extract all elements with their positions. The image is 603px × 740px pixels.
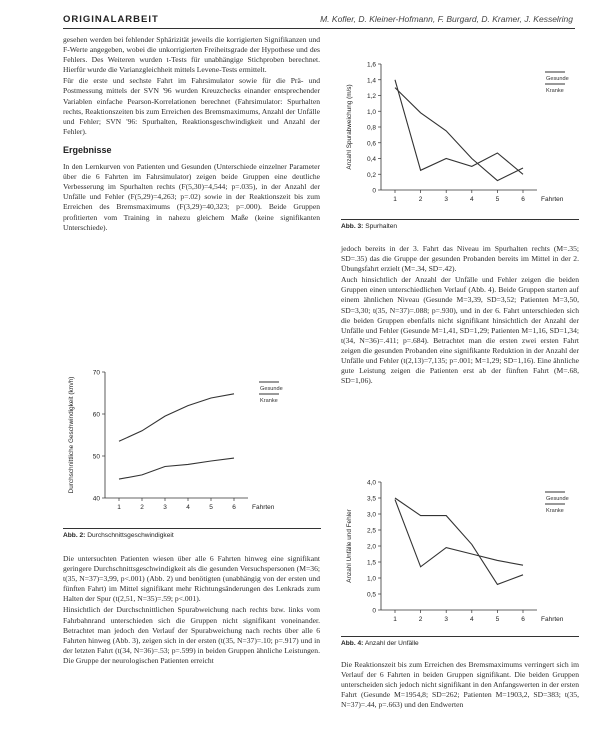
figure-3-chart [341, 52, 581, 214]
legend-label: Gesunde [546, 496, 569, 502]
y-tick-label: 40 [92, 495, 100, 503]
y-tick-label: 0 [372, 187, 376, 195]
results-heading: Ergebnisse [63, 144, 112, 155]
paragraph: Auch hinsichtlich der Anzahl der Unfälle und Fehler zeigen die beiden Gruppen einen unterschiedlichen Verlauf (Abb. 4). Beide Gruppen starten auf einem ähnlichen Niveau (Gesunde M=3,39, SD=3,52; Patienten M=3,50, SD=3,30; t(35, N=37)=.088; p=.930), und in der 6. Fahrt unterschieden sich die beiden Gruppen ebenfalls nicht signifikant hinsichtlich der Anzahl der Unfälle und Fehler (Gesunde M=1,41, SD=1,29; Patienten M=1,16, SD=1,34; t(34, N=36)=.411; p=.684). Betrachtet man die ersten zwei ersten Fahrt zeigen die gesunden Probanden eine signifikante Reduktion in der Anzahl der Unfälle und Fehler (t(2,13)=7,135; p=.001; M=1,29; SD=1,16). Eine ähnliche gute Leistung zeigen die Patienten erst ab der fünften Fahrt (M=.68, SD=1,06). [341, 275, 579, 386]
x-tick-label: 5 [495, 196, 500, 203]
caption-label: Abb. 4: [341, 640, 364, 647]
caption-label: Abb. 2: [63, 532, 86, 539]
y-tick-label: 3,5 [366, 495, 376, 503]
figure-3-caption [341, 223, 397, 230]
y-tick-label: 0,5 [366, 591, 376, 599]
y-axis-label: Anzahl Spurabweichung (m/s) [346, 84, 353, 170]
series-line-kranke [395, 498, 523, 584]
x-axis-label: Fahrten [541, 616, 564, 623]
paragraph: Für die erste und sechste Fahrt im Fahrsimulator sowie für die Prä- und Postmessung mittels der SVN '96 wurden Kreuzchecks einander entsprechender Variablen einfache Pearson-Korrelationen berechnet (Fahrsimulator: Spurhalten rechts, Reaktionszeiten bis zum Erreichen des Bremsmaximums, Anzahl der Unfälle und Fehler; SVN '96: Spurhalten, Reaktionsgeschwindigkeit und Anzahl der Fehler). [63, 76, 320, 136]
figure-2-chart [63, 362, 321, 524]
series-line-gesunde [395, 500, 523, 567]
paragraph: Die untersuchten Patienten wiesen über alle 6 Fahrten hinweg eine signifikant geringere Durchschnittsgeschwindigkeit als die gesunden Versuchspersonen (M=36; t(35, N=37)=3,99, p<.001) (Abb. 2) und benötigten (unabhängig von der ersten und fünften Fahrt) im Mittel signifikant mehr Richtungsänderungen des Lenkrads zum Halten der Spur (t(2,51, N=35)=.59; p<.001). [63, 554, 320, 604]
y-tick-label: 2,0 [366, 543, 376, 551]
y-axis-label: Anzahl Unfälle und Fehler [346, 509, 353, 583]
x-axis-label: Fahrten [252, 504, 275, 511]
y-tick-label: 1,0 [366, 575, 376, 583]
y-tick-label: 60 [92, 411, 100, 419]
x-tick-label: 1 [393, 616, 397, 623]
x-tick-label: 3 [444, 196, 449, 203]
legend-label: Kranke [546, 88, 564, 94]
caption-text: Durchschnittsgeschwindigkeit [87, 532, 174, 539]
y-tick-label: 0,8 [366, 124, 376, 132]
x-tick-label: 5 [209, 504, 213, 511]
caption-text: Spurhalten [365, 223, 398, 230]
x-tick-label: 4 [186, 504, 190, 511]
left-column-top [63, 35, 320, 234]
x-tick-label: 3 [444, 616, 449, 623]
figure-4-caption [341, 640, 419, 647]
legend-label: Kranke [260, 398, 278, 404]
paragraph: Die Reaktionszeit bis zum Erreichen des Bremsmaximums verringert sich im Verlauf der 6 Fahrten in beiden Gruppen signifikant. Die beiden Gruppen unterscheiden sich jedoch nicht signifikant in den Anfangswerten in der ersten Fahrt (Gesunde M=1954,8; SD=262; Patienten M=1903,2, SD=383; t(35, N=37)=.44, p=.663) und den Endwerten [341, 660, 579, 710]
y-tick-label: 1,6 [366, 61, 376, 69]
caption-label: Abb. 3: [341, 223, 364, 230]
journal-section-label: ORIGINALARBEIT [63, 14, 159, 25]
legend-label: Gesunde [260, 386, 283, 392]
paragraph: jedoch bereits in der 3. Fahrt das Niveau im Spurhalten rechts (M=.35; SD=.35) das die Gruppe der gesunden Probanden bereits im Mittel in der 2. Übungsfahrt erzielt (M=.34, SD=.42). [341, 244, 579, 274]
x-tick-label: 2 [140, 504, 144, 511]
figure-2-caption [63, 532, 174, 539]
y-tick-label: 1,2 [366, 93, 376, 100]
y-tick-label: 0,4 [366, 156, 376, 163]
x-tick-label: 5 [495, 616, 500, 623]
legend-label: Gesunde [546, 76, 569, 82]
y-tick-label: 1,5 [366, 559, 376, 567]
x-tick-label: 6 [521, 616, 525, 623]
x-tick-label: 1 [393, 196, 397, 203]
y-tick-label: 70 [92, 369, 100, 377]
paragraph: In den Lernkurven von Patienten und Gesunden (Unterschiede einzelner Parameter über die 6 Fahrten im Fahrsimulator) zeigen beide Gruppen eine deutliche Verbesserung im Spurhalten rechts (F(5,30)=4,544; p=.035), in der Anzahl der Unfälle und Fehler (F(5,29)=4,263; p=.02) sowie in der Reaktionszeit bis zum Erreichen des Bremsmaximums (F(3,29)=40,323; p=.000). Beide Gruppen profitierten vom Training in nahezu gleichem Maße (keine signifikanten Unterschiede). [63, 162, 320, 232]
figure-4-rule [341, 636, 579, 637]
left-column-bottom [63, 554, 320, 667]
x-tick-label: 6 [521, 196, 525, 203]
y-tick-label: 0 [372, 607, 376, 615]
x-tick-label: 3 [163, 504, 167, 511]
x-axis-label: Fahrten [541, 196, 564, 203]
x-tick-label: 4 [469, 616, 474, 623]
x-tick-label: 1 [117, 504, 121, 511]
right-column-top [341, 244, 579, 387]
y-tick-label: 1,4 [366, 77, 376, 85]
series-line-kranke [395, 88, 523, 181]
x-tick-label: 4 [469, 196, 474, 203]
series-line-gesunde [119, 394, 234, 442]
y-tick-label: 0,6 [366, 140, 376, 148]
paragraph: gesehen werden bei fehlender Sphärizität jeweils die korrigierten Signifikanzen und F-Werte angegeben, wobei die unkorrigierten Freiheitsgrade der Hypothese und des Fehlers. Des Weiteren wurden t-Tests für unabhängige Stichproben berechnet. Hierfür wurde die Varianzgleichheit mittels Levene-Tests ermittelt. [63, 35, 320, 75]
author-list: M. Kofler, D. Kleiner-Hofmann, F. Burgard, D. Kramer, J. Kesselring [320, 14, 573, 24]
series-line-kranke [119, 458, 234, 479]
paragraph: Hinsichtlich der Durchschnittlichen Spurabweichung nach rechts bzw. links vom Fahrbahnrand unterschieden sich die Gruppen nicht signifikant voneinander. Betrachtet man jedoch den Verlauf der Spurabweichung nach rechts über alle 6 Fahrten hinweg (Abb. 3), zeigen sich in der ersten (t(35, N=37)=.10; p=.917) und in der letzten Fahrt (t(34, N=36)=.53; p=.599) in beiden Gruppen ähnliche Leistungen. Die Gruppe der neurologischen Patienten erreicht [63, 605, 320, 665]
y-tick-label: 3,0 [366, 511, 376, 519]
figure-4-chart [341, 474, 581, 632]
series-line-gesunde [395, 80, 523, 175]
x-tick-label: 2 [418, 616, 423, 623]
y-tick-label: 1,0 [366, 108, 376, 116]
figure-3-rule [341, 219, 579, 220]
header-rule [63, 28, 575, 29]
y-tick-label: 4,0 [366, 479, 376, 487]
caption-text: Anzahl der Unfälle [364, 640, 419, 647]
x-tick-label: 2 [418, 196, 423, 203]
x-tick-label: 6 [232, 504, 236, 511]
legend-label: Kranke [546, 508, 564, 514]
y-tick-label: 2,5 [366, 527, 376, 535]
right-column-bottom [341, 660, 579, 711]
y-tick-label: 0,2 [366, 171, 376, 179]
y-tick-label: 50 [92, 453, 100, 461]
y-axis-label: Durchschnittliche Geschwindigkeit (km/h) [68, 376, 75, 494]
figure-2-rule [63, 528, 321, 529]
